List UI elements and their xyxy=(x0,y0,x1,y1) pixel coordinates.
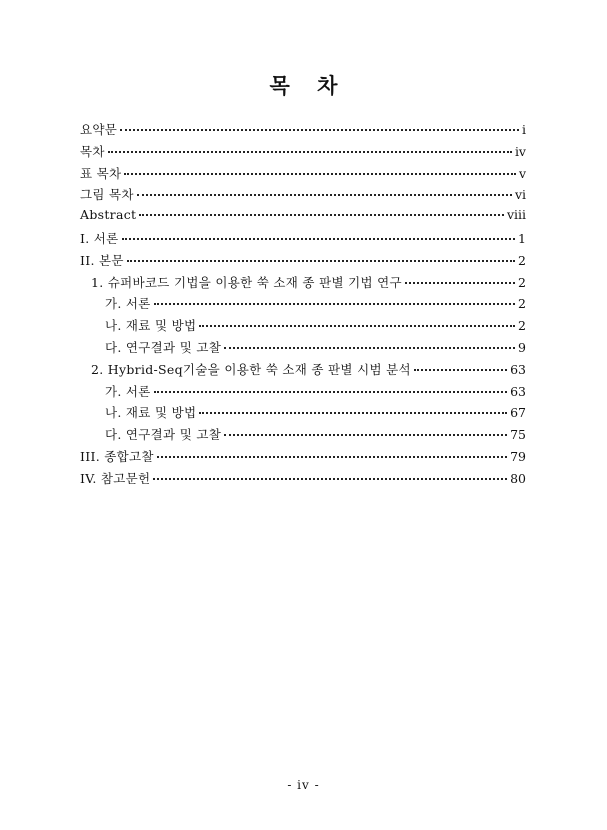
toc-entry-page: 2 xyxy=(518,318,526,334)
toc-entry-page: 2 xyxy=(518,296,526,312)
dot-leader xyxy=(122,238,516,240)
dot-leader xyxy=(108,151,512,153)
toc-entry xyxy=(80,164,526,186)
dot-leader xyxy=(157,456,507,458)
dot-leader xyxy=(154,391,507,393)
dot-leader xyxy=(199,325,515,327)
dot-leader xyxy=(127,260,515,262)
dot-leader xyxy=(199,412,507,414)
toc-entry-label: II. 본문 xyxy=(80,252,124,268)
toc-entry-label: 다. 연구결과 및 고찰 xyxy=(105,339,222,355)
toc-entry-page: vi xyxy=(514,187,526,203)
toc-entry-label: 1. 슈퍼바코드 기법을 이용한 쑥 소재 종 판별 기법 연구 xyxy=(91,274,402,290)
toc-entry xyxy=(80,207,526,229)
toc-entry-page: 1 xyxy=(518,230,526,246)
table-of-contents xyxy=(80,120,526,491)
toc-entry-label: 목차 xyxy=(80,143,105,159)
toc-entry xyxy=(80,229,526,251)
dot-leader xyxy=(137,194,512,196)
toc-entry-page: 2 xyxy=(518,252,526,268)
toc-entry-label: 나. 재료 및 방법 xyxy=(105,318,197,334)
toc-entry-label: 표 목차 xyxy=(80,165,122,181)
dot-leader xyxy=(414,369,507,371)
toc-entry xyxy=(80,403,526,425)
toc-entry-page: 75 xyxy=(510,427,526,443)
toc-entry-page: v xyxy=(518,165,526,181)
toc-entry xyxy=(80,382,526,404)
toc-entry xyxy=(80,185,526,207)
page-title: 목 차 xyxy=(269,73,348,98)
toc-entry-label: 나. 재료 및 방법 xyxy=(105,405,197,421)
dot-leader xyxy=(139,214,504,216)
toc-entry-page: 67 xyxy=(510,405,526,421)
toc-entry-label: 가. 서론 xyxy=(105,296,151,312)
toc-entry-page: viii xyxy=(506,207,526,223)
toc-entry-page: 79 xyxy=(510,448,526,464)
toc-entry-label: Abstract xyxy=(80,207,137,223)
toc-entry xyxy=(80,469,526,491)
toc-entry-page: i xyxy=(522,122,526,137)
toc-entry-label: 가. 서론 xyxy=(105,383,151,399)
toc-entry-label: III. 종합고찰 xyxy=(80,448,154,464)
toc-entry-label: 그림 목차 xyxy=(80,187,134,203)
toc-entry xyxy=(80,338,526,360)
toc-entry-page: 9 xyxy=(518,339,526,355)
toc-entry-page: 2 xyxy=(518,274,526,290)
dot-leader xyxy=(153,478,507,480)
toc-entry-page: 63 xyxy=(510,361,526,377)
toc-entry-label: 다. 연구결과 및 고찰 xyxy=(105,427,222,443)
page-number: - iv - xyxy=(287,778,320,792)
dot-leader xyxy=(224,347,515,349)
toc-entry-label: IV. 참고문헌 xyxy=(80,470,151,486)
toc-entry xyxy=(80,142,526,164)
toc-entry-label: I. 서론 xyxy=(80,230,119,246)
toc-entry xyxy=(80,120,526,142)
toc-entry-label: 2. Hybrid-Seq기술을 이용한 쑥 소재 종 판별 시범 분석 xyxy=(91,361,411,377)
dot-leader xyxy=(124,173,516,175)
toc-entry-page: 63 xyxy=(510,383,526,399)
toc-entry-page: 80 xyxy=(510,470,526,486)
toc-entry xyxy=(80,360,526,382)
toc-entry-page: iv xyxy=(514,143,526,159)
toc-entry xyxy=(80,425,526,447)
toc-entry xyxy=(80,273,526,295)
toc-entry xyxy=(80,294,526,316)
dot-leader xyxy=(405,282,515,284)
dot-leader xyxy=(120,129,519,131)
toc-entry xyxy=(80,316,526,338)
toc-entry xyxy=(80,447,526,469)
toc-entry-label: 요약문 xyxy=(80,122,118,137)
toc-entry xyxy=(80,251,526,273)
dot-leader xyxy=(224,434,507,436)
dot-leader xyxy=(154,303,515,305)
